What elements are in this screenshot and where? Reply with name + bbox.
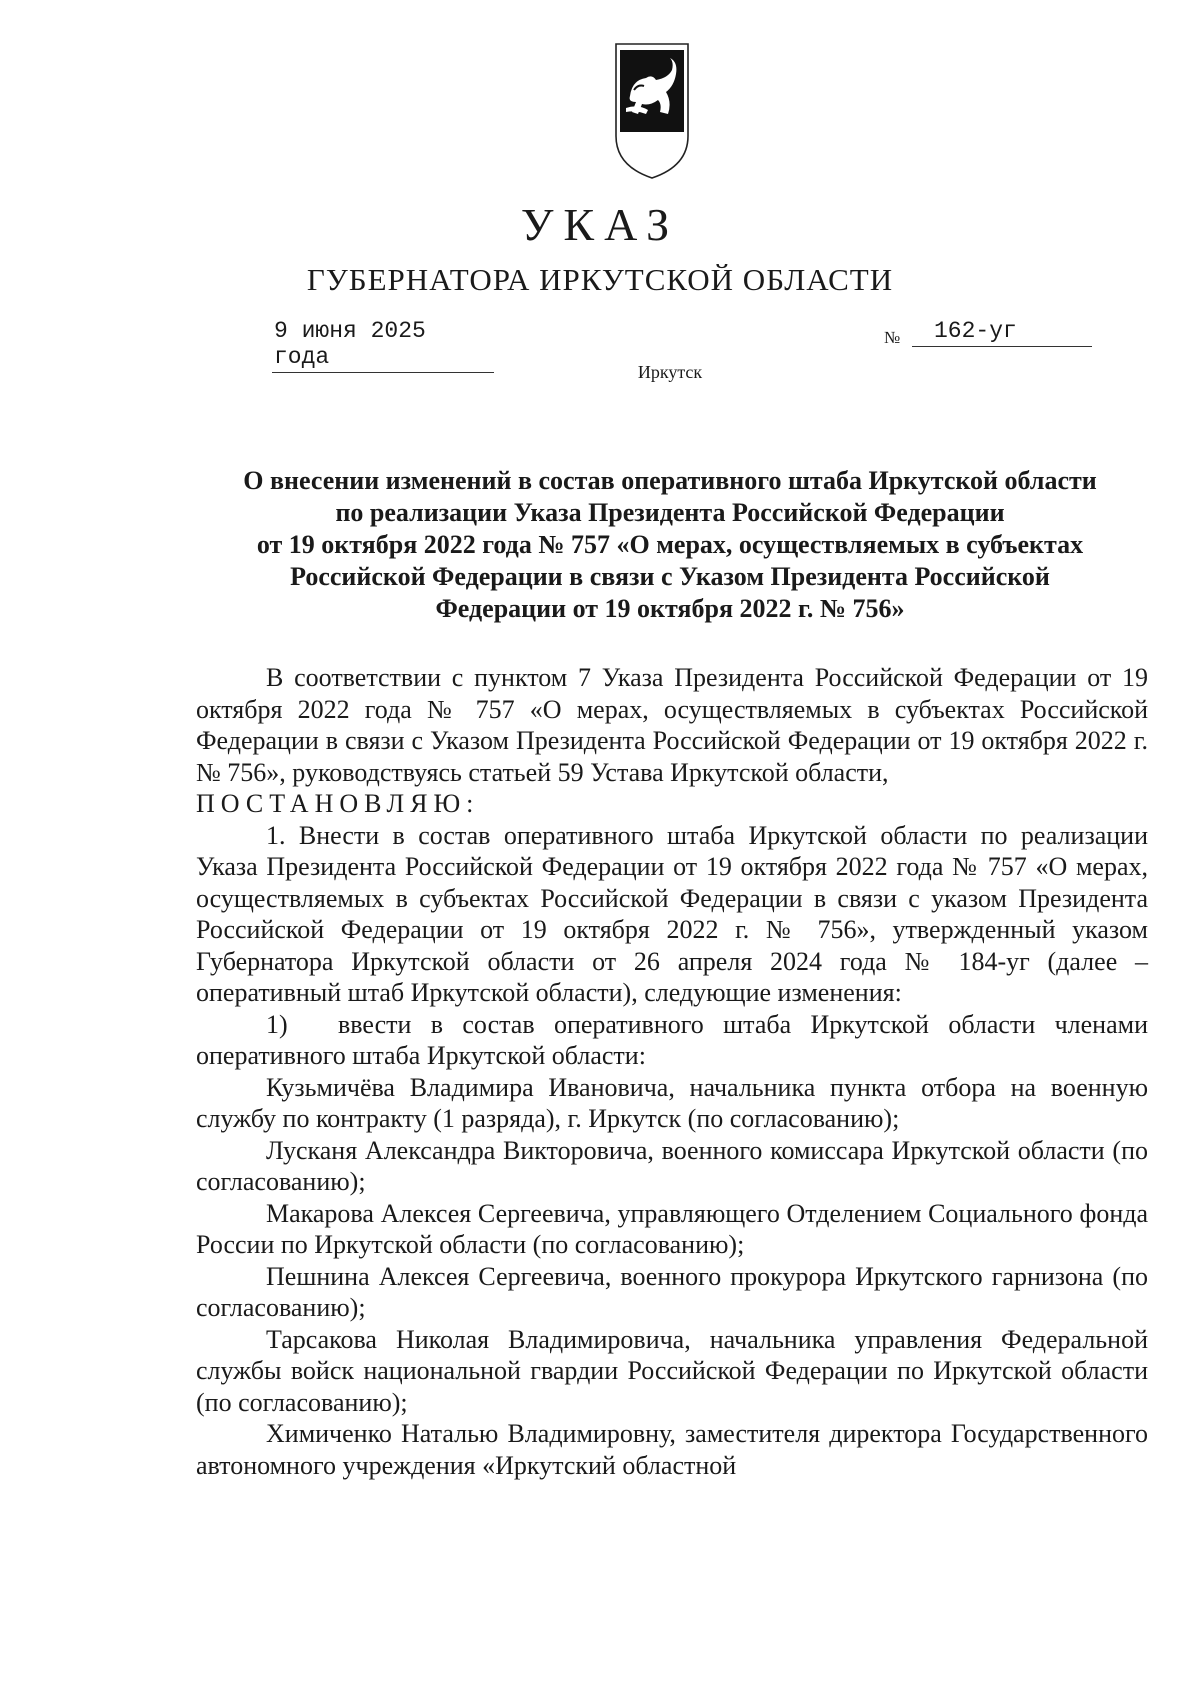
- document-body: [196, 662, 1148, 1481]
- heading-line: по реализации Указа Президента Российской Федерации: [335, 498, 1005, 527]
- document-date: 9 июня 2025 года: [272, 318, 494, 373]
- clause-1: 1. Внести в состав оперативного штаба Иркутской области по реализации Указа Президента Российской Федерации от 19 октября 2022 года № 757 «О мерах, осуществляемых в субъектах Российской Федерации в связи с указом Президента Российской Федерации от 19 октября 2022 г. № 756», утвержденный указом Губернатора Иркутской области от 26 апреля 2024 года № 184-уг (далее – оперативный штаб Иркутской области), следующие изменения:: [196, 820, 1148, 1007]
- preamble-paragraph: В соответствии с пунктом 7 Указа Президента Российской Федерации от 19 октября 2022 года № 757 «О мерах, осуществляемых в субъектах Российской Федерации в связи с Указом Президента Российской Федерации от 19 октября 2022 г. № 756», руководствуясь статьей 59 Устава Иркутской области,: [196, 663, 1148, 787]
- heading-line: от 19 октября 2022 года № 757 «О мерах, осуществляемых в субъектах: [256, 530, 1084, 559]
- document-city: Иркутск: [637, 362, 703, 382]
- heading-line: Федерации от 19 октября 2022 г. № 756»: [435, 594, 905, 623]
- heading-line: Российской Федерации в связи с Указом Президента Российской: [290, 562, 1050, 591]
- document-title: УКАЗ: [520, 199, 680, 250]
- irkutsk-coat-of-arms-icon: [612, 40, 692, 182]
- document-heading: [180, 465, 1160, 625]
- item-text: ввести в состав оперативного штаба Иркутской области членами оперативного штаба Иркутской области:: [196, 1009, 1148, 1070]
- member-entry: Тарсакова Николая Владимировича, начальника управления Федеральной службы войск национальной гвардии Российской Федерации по Иркутской области (по согласованию);: [196, 1324, 1148, 1417]
- member-entry: Пешнина Алексея Сергеевича, военного прокурора Иркутского гарнизона (по согласованию);: [196, 1261, 1148, 1322]
- member-entry: Макарова Алексея Сергеевича, управляющего Отделением Социального фонда России по Иркутской области (по согласованию);: [196, 1198, 1148, 1259]
- document-subtitle: ГУБЕРНАТОРА ИРКУТСКОЙ ОБЛАСТИ: [306, 262, 894, 297]
- clause-1-item-1: [196, 1009, 1148, 1072]
- heading-line: О внесении изменений в состав оперативного штаба Иркутской области: [243, 466, 1097, 495]
- item-number: 1): [266, 1009, 288, 1039]
- resolve-word: ПОСТАНОВЛЯЮ:: [196, 789, 480, 818]
- number-label: №: [884, 328, 901, 347]
- document-number: 162-уг: [912, 318, 1092, 347]
- member-entry: Лусканя Александра Викторовича, военного комиссара Иркутской области (по согласованию);: [196, 1135, 1148, 1196]
- member-entry: Химиченко Наталью Владимировну, заместителя директора Государственного автономного учреждения «Иркутский областной: [196, 1419, 1148, 1480]
- member-entry: Кузьмичёва Владимира Ивановича, начальника пункта отбора на военную службу по контракту (1 разряда), г. Иркутск (по согласованию);: [196, 1072, 1148, 1133]
